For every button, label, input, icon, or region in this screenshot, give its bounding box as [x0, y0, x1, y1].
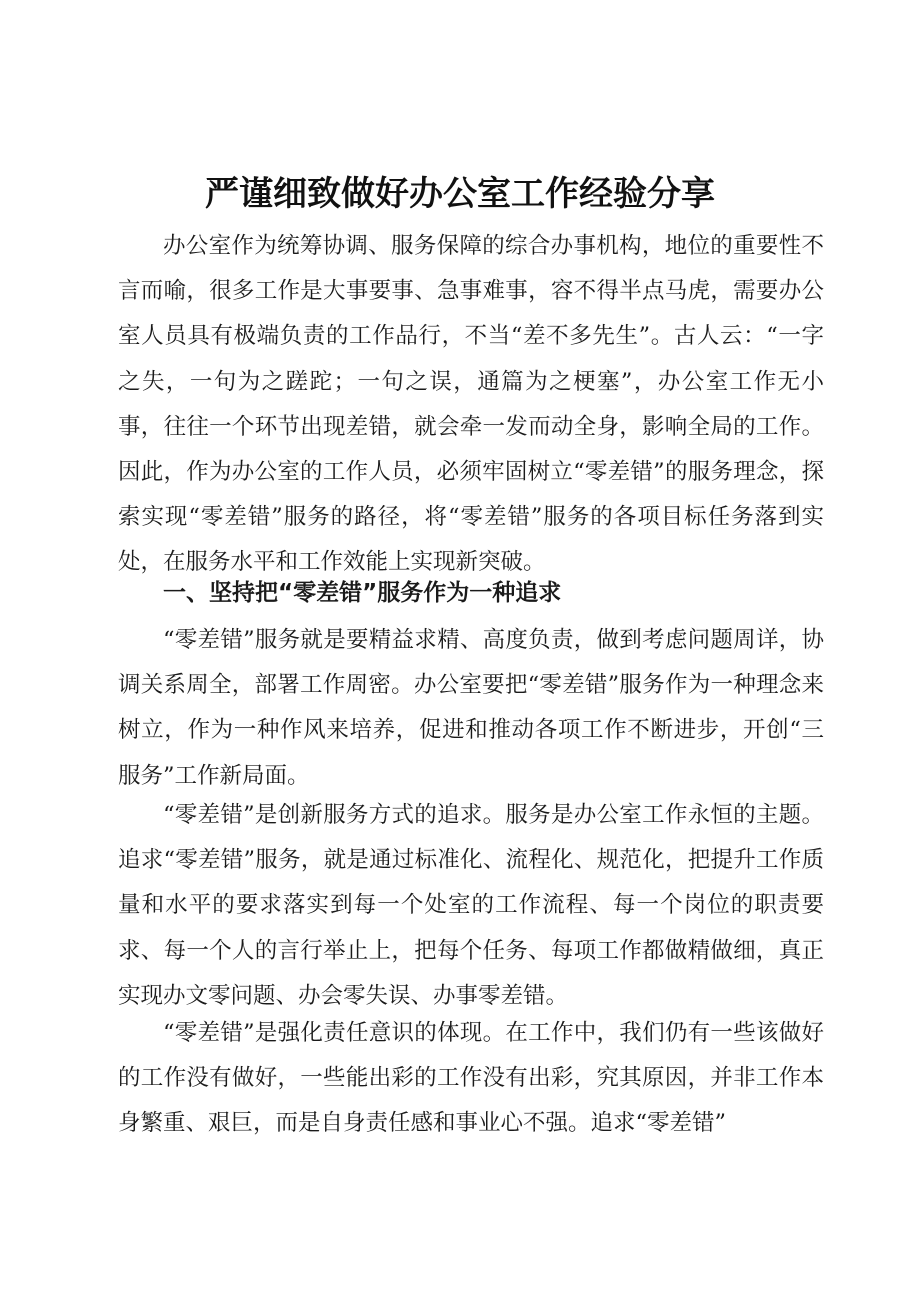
document-title: 严谨细致做好办公室工作经验分享 — [205, 174, 715, 214]
intro-paragraph: 办公室作为统筹协调、服务保障的综合办事机构，地位的重要性不言而喻，很多工作是大事要事、急事难事，容不得半点马虎，需要办公室人员具有极端负责的工作品行，不当“差不多先生”。古人云：“一字之失，一句为之蹉跎；一句之误，通篇为之梗塞”，办公室工作无小事，往往一个环节出现差错，就会牵一发而动全身，影响全局的工作。因此，作为办公室的工作人员，必须牢固树立“零差错”的服务理念，探索实现“零差错”服务的路径，将“零差错”服务的各项目标任务落到实处，在服务水平和工作效能上实现新突破。 — [118, 233, 824, 576]
body-paragraph: “零差错”是创新服务方式的追求。服务是办公室工作永恒的主题。追求“零差错”服务，就是通过标准化、流程化、规范化，把提升工作质量和水平的要求落实到每一个处室的工作流程、每一个岗位的职责要求、每一个人的言行举止上，把每个任务、每项工作都做精做细，真正实现办文零问题、办会零失误、办事零差错。 — [118, 802, 824, 1009]
body-paragraph: “零差错”服务就是要精益求精、高度负责，做到考虑问题周详，协调关系周全，部署工作周密。办公室要把“零差错”服务作为一种理念来树立，作为一种作风来培养，促进和推动各项工作不断进步，开创“三服务”工作新局面。 — [118, 627, 824, 789]
section-heading: 一、坚持把“零差错”服务作为一种追求 — [163, 580, 562, 606]
body-paragraph: “零差错”是强化责任意识的体现。在工作中，我们仍有一些该做好的工作没有做好，一些能出彩的工作没有出彩，究其原因，并非工作本身繁重、艰巨，而是自身责任感和事业心不强。追求“零差错” — [118, 1020, 824, 1137]
